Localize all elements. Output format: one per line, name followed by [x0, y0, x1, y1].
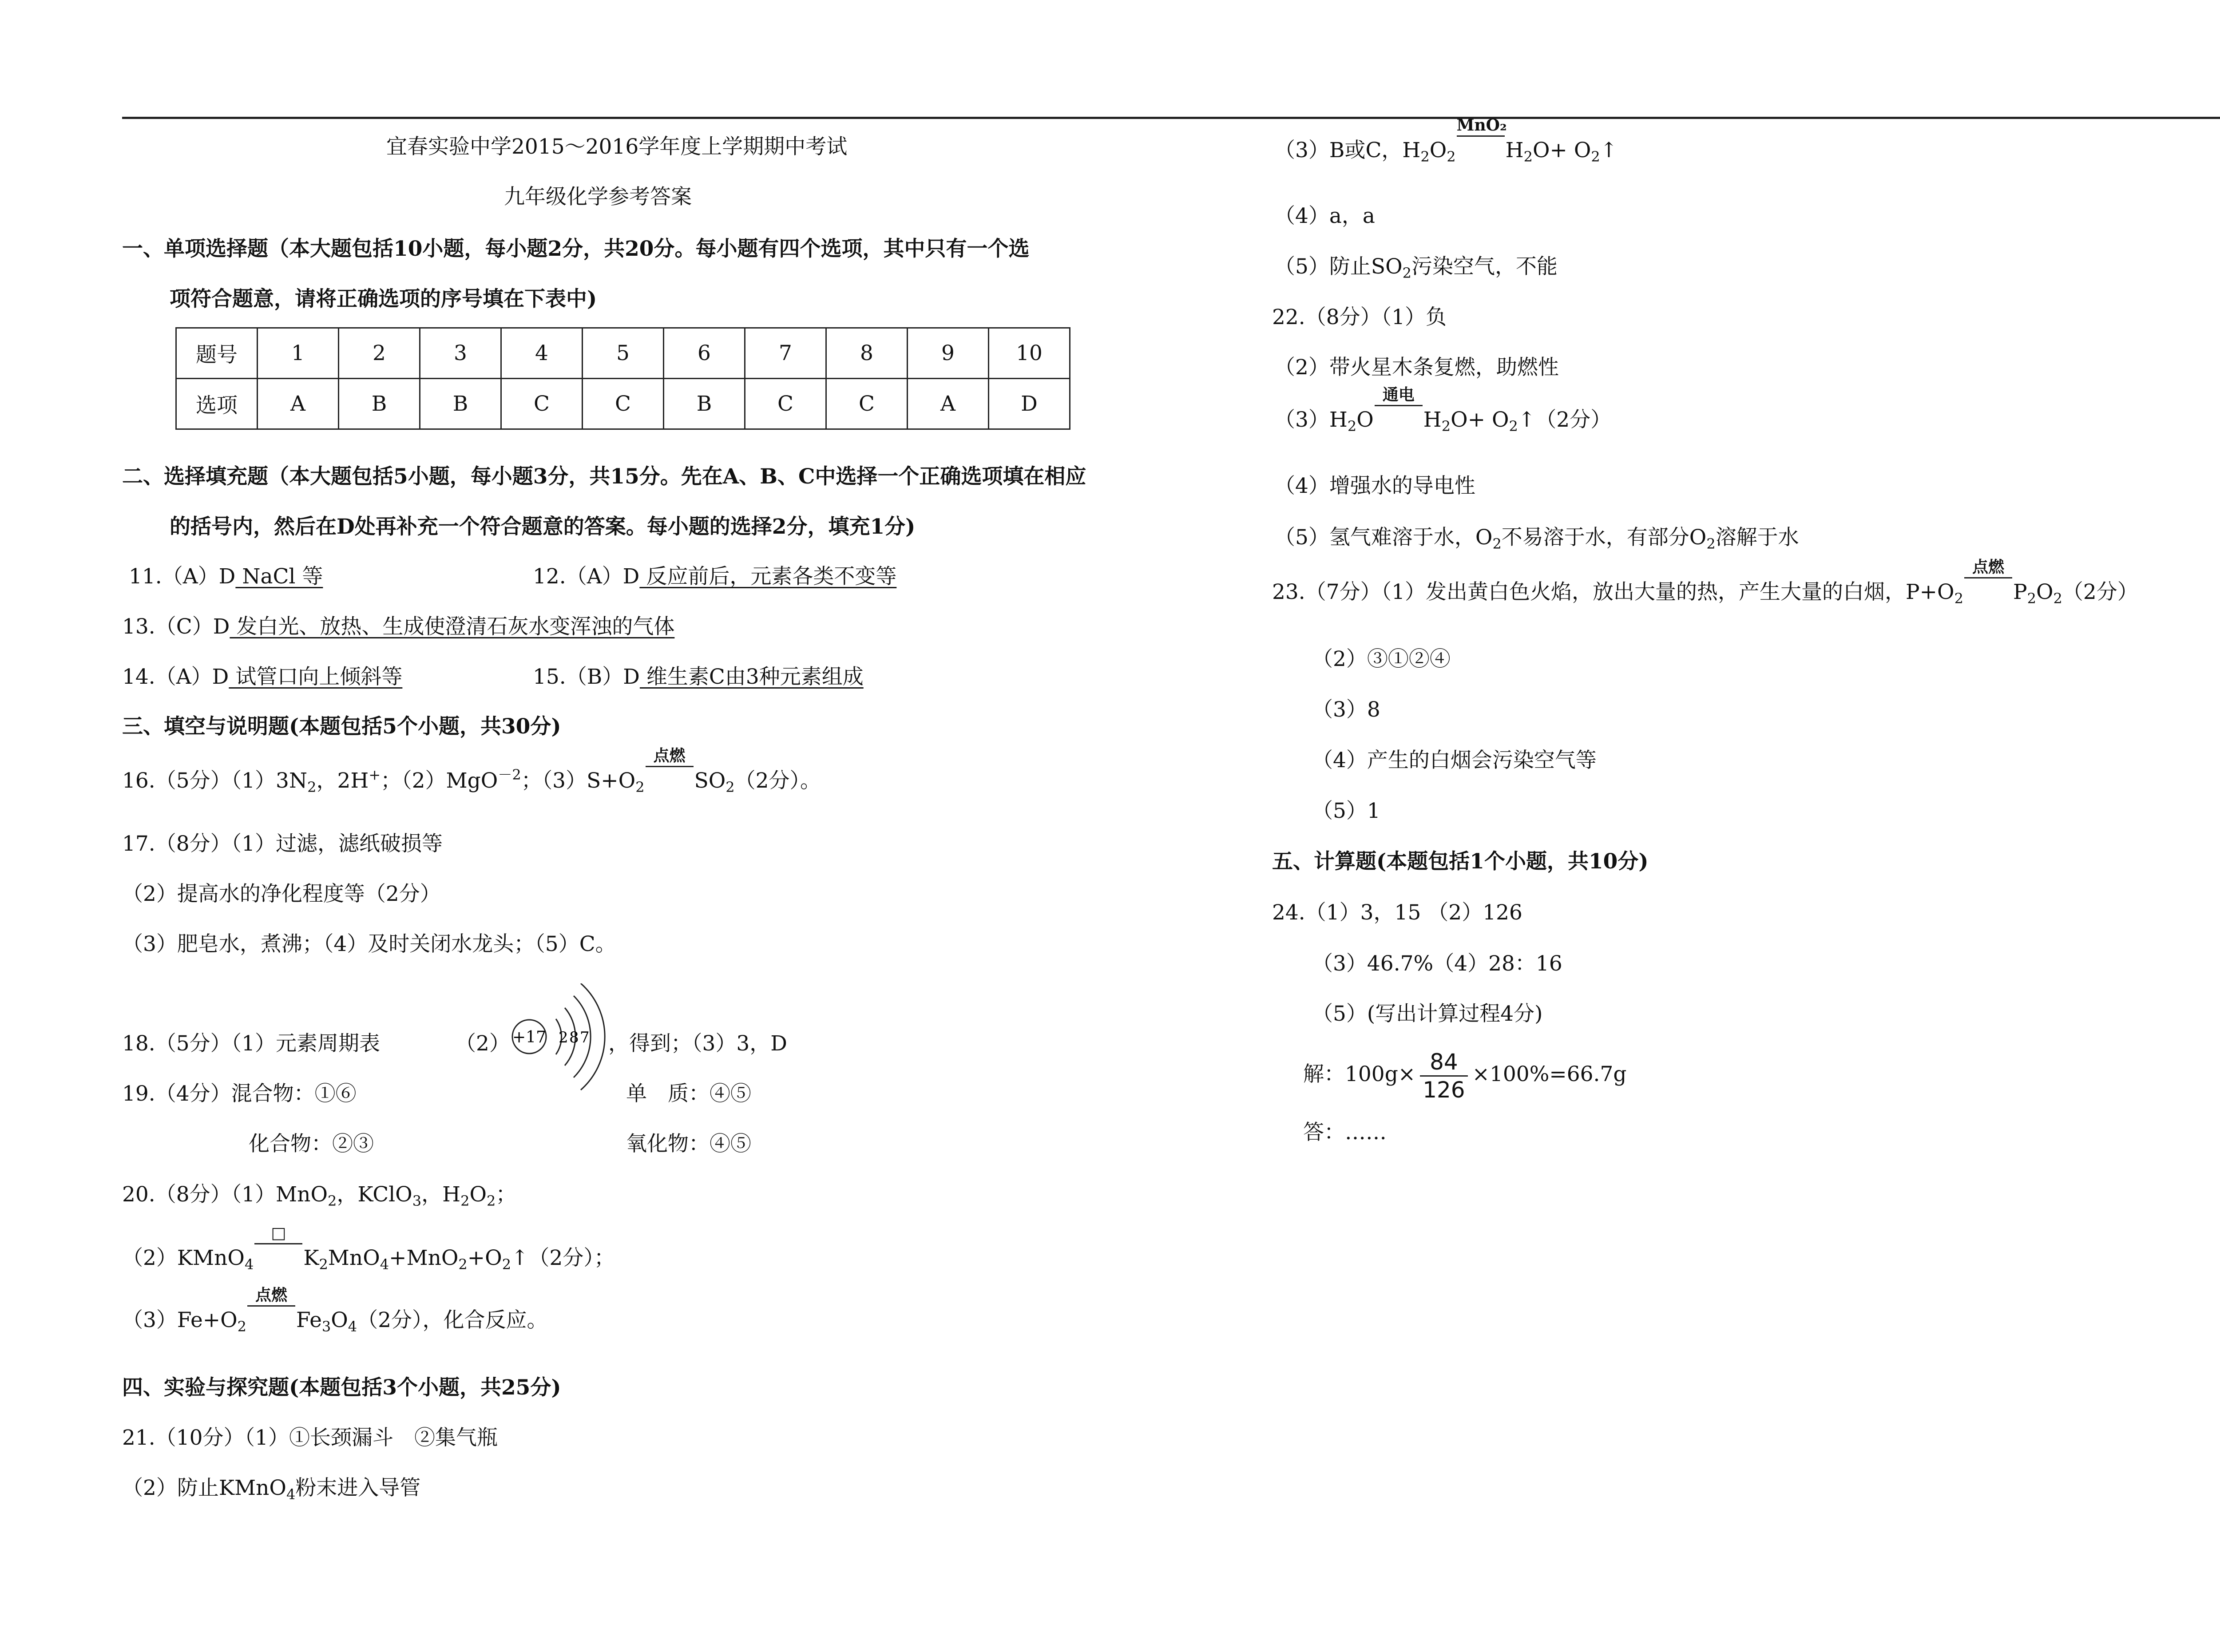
answer-q18-part3: ，得到；（3）3，D	[608, 1031, 787, 1056]
doc-title: 宜春实验中学2015～2016学年度上学期期中考试	[386, 135, 848, 159]
table-cell: A	[908, 379, 989, 429]
table-cell: B	[664, 379, 745, 429]
answer-q23-2: （2）③①②④	[1312, 647, 1451, 671]
answer-q17-1: 17.（8分）（1）过滤，滤纸破损等	[122, 832, 443, 856]
table-cell: 3	[420, 328, 501, 379]
table-cell: C	[583, 379, 664, 429]
answer-q22-1: 22.（8分）（1）负	[1272, 305, 1447, 329]
reaction-condition: □	[254, 1243, 302, 1272]
answer-q16: 16.（5分）$(1)3N_2$，2H+；（2）MgO$^{-2}$；$(3)S+O_2$ 点燃 $SO_2(2$分）。	[122, 746, 821, 796]
table-cell: C	[826, 379, 908, 429]
reaction-condition: 点燃	[247, 1305, 295, 1334]
answer-q17-2: （2）提高水的净化程度等（2分）	[122, 882, 441, 906]
section2-heading-line1: 二、选择填充题（本大题包括5小题，每小题3分，共15分。先在A、B、C中选择一个正确选项填在相应	[122, 464, 1086, 489]
table-cell: B	[339, 379, 420, 429]
answer-q19-oxide: 氧化物：④⑤	[626, 1132, 751, 1156]
table-row-label: 题号	[176, 328, 258, 379]
section4-heading: 四、实验与探究题(本题包括3个小题，共25分)	[122, 1375, 561, 1400]
table-cell: C	[745, 379, 826, 429]
answer-q21-1: 21.（10分）（1）①长颈漏斗 ②集气瓶	[122, 1426, 498, 1450]
section1-heading-line2: 项符合题意，请将正确选项的序号填在下表中)	[170, 287, 597, 311]
nucleus-charge: +17	[512, 1028, 546, 1046]
answer-q21-3: （3）B或C，$H_2O_2$ MnO₂ $H_2O+$ $O_2↑$	[1274, 116, 1618, 165]
answer-q18-part2: （2）	[455, 1031, 510, 1056]
table-cell: 7	[745, 328, 826, 379]
table-cell: 1	[258, 328, 339, 379]
answer-q21-5: （5）防止$SO_2$污染空气，不能	[1274, 254, 1558, 281]
fraction: $\frac{84}{126}$	[1420, 1049, 1467, 1103]
table-cell: 6	[664, 328, 745, 379]
reaction-condition: MnO₂	[1457, 135, 1505, 164]
answer-q22-5: （5）氢气难溶于水，$O_2$不易溶于水，有部分$O_2$溶解于水	[1274, 525, 1799, 552]
answer-q22-4: （4）增强水的导电性	[1274, 474, 1475, 498]
answer-q18-part1: 18.（5分）（1）元素周期表	[122, 1031, 381, 1056]
shell-electron-count: 8	[569, 1029, 579, 1046]
top-rule	[122, 117, 2220, 119]
answer-q21-2: （2）防止KMnO$_4$粉末进入导管	[122, 1476, 421, 1503]
answer-q12: 12.（A）D 反应前后，元素各类不变等	[533, 564, 897, 589]
answer-q23-3: （3）8	[1312, 697, 1380, 722]
answer-q24-3: （5）(写出计算过程4分)	[1312, 1002, 1543, 1026]
table-cell: C	[501, 379, 583, 429]
section3-heading: 三、填空与说明题(本题包括5个小题，共30分)	[122, 714, 561, 739]
table-row-label: 选项	[176, 379, 258, 429]
answer-q20-1: 20.（8分）（1）MnO$_2$，KClO$_3$，$H_2O_2$；	[122, 1182, 517, 1209]
table-cell: 5	[583, 328, 664, 379]
table-cell: A	[258, 379, 339, 429]
answer-q22-2: （2）带火星木条复燃，助燃性	[1274, 355, 1559, 380]
reaction-condition: 点燃	[646, 766, 694, 795]
chlorine-atom-structure-diagram	[506, 983, 613, 1108]
answer-q24-1: 24.（1）3，15 （2）126	[1272, 900, 1522, 925]
answer-q24-conclusion: 答：……	[1303, 1120, 1387, 1145]
answer-q23-4: （4）产生的白烟会污染空气等	[1312, 748, 1597, 773]
answer-q23-1: 23.（7分）（1）发出黄白色火焰，放出大量的热，产生大量的白烟，$P+O_2$ 点燃 $P_2O_2(2$分）	[1272, 558, 2138, 607]
table-cell: 9	[908, 328, 989, 379]
answer-q14: 14.（A）D 试管口向上倾斜等	[122, 665, 403, 689]
table-row	[176, 328, 1070, 379]
answer-q19-mixture: 19.（4分）混合物：①⑥	[122, 1082, 357, 1106]
table-cell: 10	[989, 328, 1070, 379]
answer-q23-5: （5）1	[1312, 799, 1380, 823]
answer-q19-element: 单 质：④⑤	[626, 1082, 751, 1106]
section2-heading-line2: 的括号内，然后在D处再补充一个符合题意的答案。每小题的选择2分，填充1分)	[170, 515, 916, 539]
answer-q22-3: $(3)H_2O$ 通电 $H_2O+$ $O_2↑(2$分）	[1274, 385, 1612, 435]
reaction-condition: 点燃	[1964, 577, 2012, 606]
answer-q19-compound: 化合物：②③	[249, 1132, 374, 1156]
answer-q13: 13.（C）D 发白光、放热、生成使澄清石灰水变浑浊的气体	[122, 614, 675, 639]
table-cell: 8	[826, 328, 908, 379]
table-cell: 4	[501, 328, 583, 379]
section1-heading-line1: 一、单项选择题（本大题包括10小题，每小题2分，共20分。每小题有四个选项，其中只有一个选	[122, 237, 1030, 261]
answer-q20-2: （2）KMnO$_4$ □ $K_2MnO_4+MnO_2+O_2↑(2$分）；	[122, 1224, 615, 1273]
answer-q20-3: $(3)Fe+O_2$ 点燃 $Fe_3O_4(2$分），化合反应。	[122, 1286, 548, 1335]
answer-q11: 11.（A）D NaCl 等	[129, 564, 323, 589]
reaction-condition: 通电	[1375, 405, 1423, 434]
shell-electron-count: 7	[580, 1029, 590, 1046]
answer-table	[175, 327, 1070, 430]
answer-q21-4: （4）a，a	[1274, 204, 1375, 228]
table-cell: 2	[339, 328, 420, 379]
answer-q15: 15.（B）D 维生素C由3种元素组成	[533, 665, 864, 689]
table-cell: B	[420, 379, 501, 429]
doc-subtitle: 九年级化学参考答案	[504, 185, 692, 209]
answer-q24-2: （3）46.7%（4）28：16	[1312, 951, 1562, 976]
answer-q17-3: （3）肥皂水，煮沸；（4）及时关闭水龙头；（5）C。	[122, 932, 616, 956]
section5-heading: 五、计算题(本题包括1个小题，共10分)	[1272, 849, 1649, 874]
answer-q24-solution: 解：100g× $\frac{84}{126}$ ×100%=66.7g	[1303, 1049, 1627, 1103]
shell-electron-count: 2	[559, 1029, 568, 1046]
table-cell: D	[989, 379, 1070, 429]
table-row	[176, 379, 1070, 429]
